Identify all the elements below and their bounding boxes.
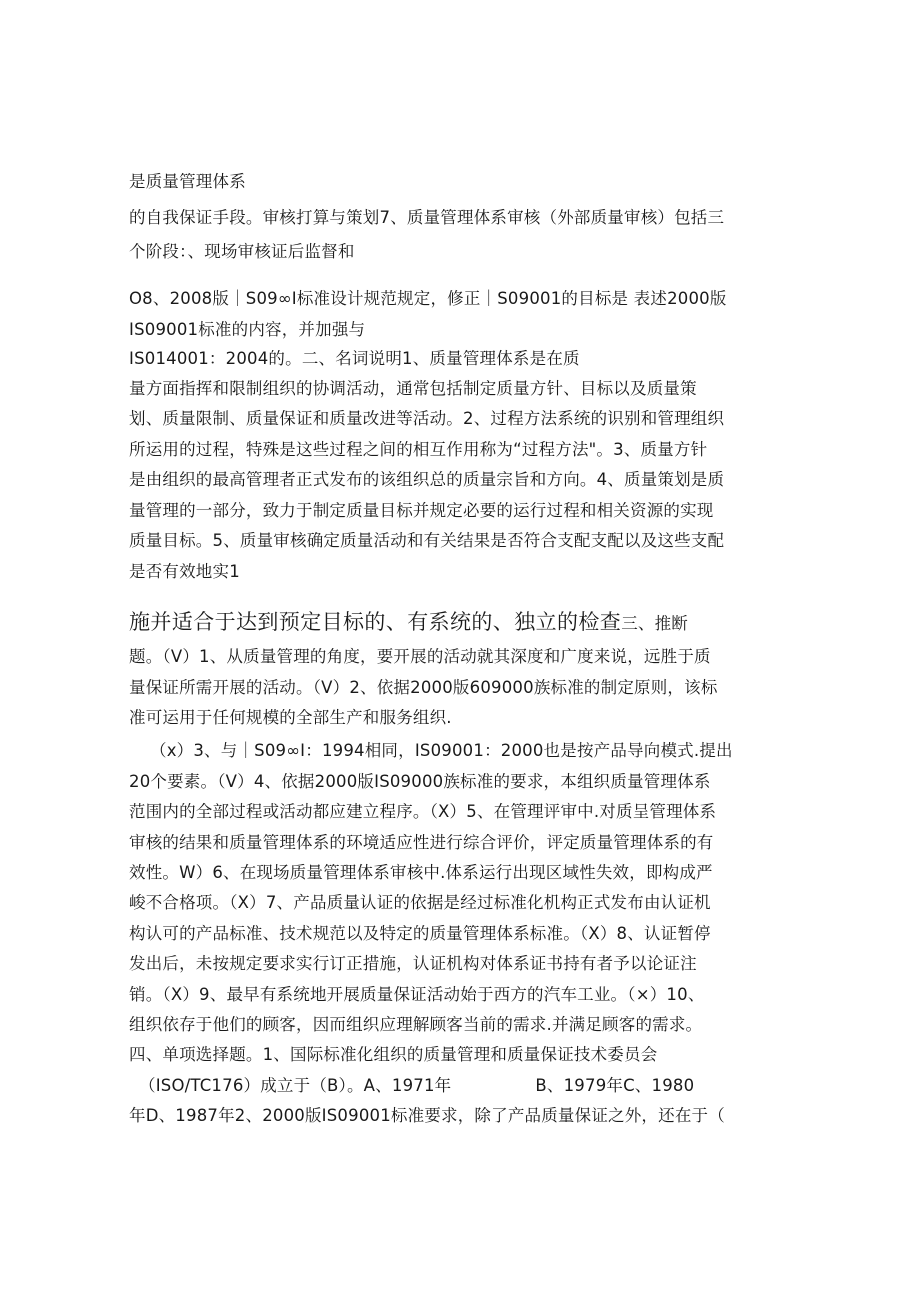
text-line: 质量目标。5、质量审核确定质量活动和有关结果是否符合支配支配以及这些支配 bbox=[129, 531, 725, 550]
section-three-heading: 三、推断 bbox=[621, 614, 689, 633]
text-line: 个阶段：、现场审核证后监督和 bbox=[129, 242, 355, 261]
text-line: 量管理的一部分，致力于制定质量目标并规定必要的运行过程和相关资源的实现 bbox=[129, 501, 714, 520]
text-line: 峻不合格项。（X）7、产品质量认证的依据是经过标准化机构正式发布由认证机 bbox=[129, 893, 711, 912]
text-line: 审核的结果和质量管理体系的环境适应性进行综合评价，评定质量管理体系的有 bbox=[129, 833, 714, 852]
option-a-text: （ISO/TC176）成立于（B）。A、1971年 bbox=[139, 1076, 452, 1095]
text-line: 四、单项选择题。1、国际标准化组织的质量管理和质量保证技术委员会 bbox=[129, 1045, 658, 1064]
text-line: 构认可的产品标准、技术规范以及特定的质量管理体系标准。（X）8、认证暂停 bbox=[129, 924, 711, 943]
text-line: 的自我保证手段。审核打算与策划7、质量管理体系审核（外部质量审核）包括三 bbox=[129, 208, 725, 227]
text-line: 年D、1987年2、2000版IS09001标准要求，除了产品质量保证之外，还在于（ bbox=[129, 1106, 725, 1125]
text-line: 效性。W）6、在现场质量管理体系审核中.体系运行出现区域性失效，即构成严 bbox=[129, 863, 713, 882]
heading-line bbox=[129, 609, 688, 637]
text-line: 是质量管理体系 bbox=[129, 172, 246, 191]
text-line: 量保证所需开展的活动。（V）2、依据2000版609000族标准的制定原则，该标 bbox=[129, 678, 718, 697]
text-line: （x）3、与｜S09∞I：1994相同，IS09001：2000也是按产品导向模式.提出 bbox=[150, 741, 733, 760]
text-line: IS014001：2004的。二、名词说明1、质量管理体系是在质 bbox=[129, 349, 580, 368]
options-line bbox=[139, 1075, 694, 1097]
option-b-text: B、1979年C、1980 bbox=[535, 1076, 695, 1095]
text-line: IS09001标准的内容，并加强与 bbox=[129, 320, 366, 339]
text-line: 划、质量限制、质量保证和质量改进等活动。2、过程方法系统的识别和管理组织 bbox=[129, 409, 725, 428]
text-line: 20个要素。（V）4、依据2000版IS09000族标准的要求，本组织质量管理体系 bbox=[129, 772, 711, 791]
text-line: 销。（X）9、最早有系统地开展质量保证活动始于西方的汽车工业。（×）10、 bbox=[129, 985, 705, 1004]
text-line: 量方面指挥和限制组织的协调活动，通常包括制定质量方针、目标以及质量策 bbox=[129, 379, 697, 398]
text-line: 是由组织的最高管理者正式发布的该组织总的质量宗旨和方向。4、质量策划是质 bbox=[129, 470, 725, 489]
text-line: O8、2008版｜S09∞I标准设计规范规定，修正｜S09001的目标是 表述2000版 bbox=[129, 289, 727, 308]
text-line: 组织依存于他们的顾客，因而组织应理解顾客当前的需求.并满足顾客的需求。 bbox=[129, 1015, 703, 1034]
text-line: 所运用的过程，特殊是这些过程之间的相互作用称为“过程方法"。3、质量方针 bbox=[129, 440, 708, 459]
text-line: 范围内的全部过程或活动都应建立程序。（X）5、在管理评审中.对质呈管理体系 bbox=[129, 802, 717, 821]
heading-main-text: 施并适合于达到预定目标的、有系统的、独立的检查 bbox=[129, 610, 622, 634]
text-line: 是否有效地实1 bbox=[129, 562, 240, 581]
text-line: 发出后，未按规定要求实行订正措施，认证机构对体系证书持有者予以论证注 bbox=[129, 954, 697, 973]
text-line: 准可运用于任何规模的全部生产和服务组织. bbox=[129, 708, 452, 727]
text-line: 题。（V）1、从质量管理的角度，要开展的活动就其深度和广度来说，远胜于质 bbox=[129, 647, 711, 666]
